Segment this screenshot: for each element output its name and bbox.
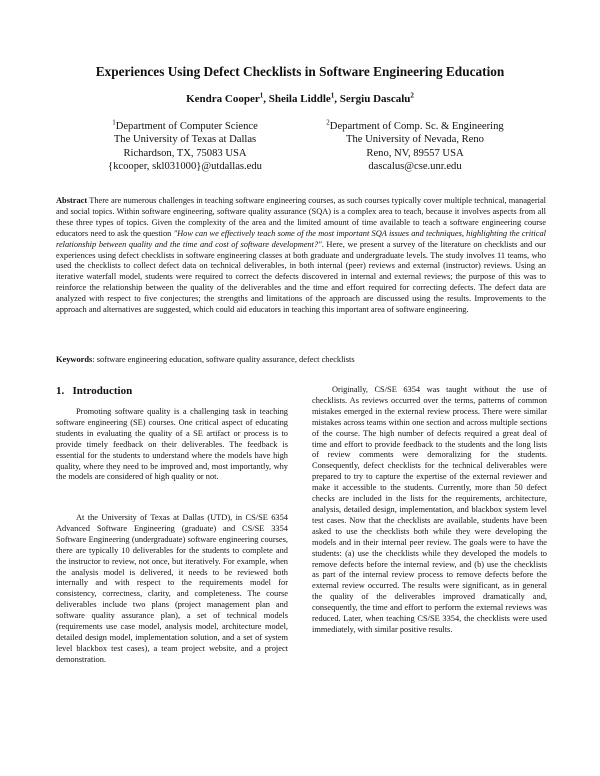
section-title: Introduction <box>72 385 133 397</box>
aff-dept: Department of Comp. Sc. & Engineering <box>329 121 504 132</box>
aff-email: {kcooper, skl031000}@utdallas.edu <box>108 161 262 173</box>
aff-city: Richardson, TX, 75083 USA <box>123 147 247 159</box>
body-paragraph: At the University of Texas at Dallas (UTD), in CS/SE 6354 Advanced Software Engineering (graduate) and CS/SE 3354 Software Engineering (undergraduate) software engineering courses, there are typically 10 deliverables for the students to complete and the instructor to review, not once, but iteratively. For example, when the analysis model is delivered, it needs to be reviewed both internally and with respect to the requirements model for consistency, correctness, clarity, and completeness. The course deliverables include two plans (project management plan and software quality assurance plan), a set of technical models (requirements use case model, analysis model, architecture model, detailed design model, implementation solution, and a set of system level blackbox test cases), a team project website, and a project demonstration. <box>56 513 288 664</box>
body-paragraph: Promoting software quality is a challenging task in teaching software engineering (SE) courses. One critical aspect of educating students in evaluating the quality of a SE artifact or process is to provide timely feedback on their deliverables. The feedback is essential for the students to understand where the models have high quality, where they need to be improved and, most importantly, why the models are considered of high quality or not. <box>56 407 288 482</box>
author-sup: 2 <box>410 91 414 100</box>
aff-sup: 1 <box>112 118 116 127</box>
aff-uni: The University of Nevada, Reno <box>346 134 484 146</box>
affiliation-2 <box>300 120 530 174</box>
left-column-para-1 <box>56 407 288 483</box>
aff-uni: The University of Texas at Dallas <box>113 134 257 146</box>
paper-title: Experiences Using Defect Checklists in Software Engineering Education <box>95 64 505 79</box>
abstract <box>56 196 546 316</box>
keywords-label: Keywords <box>56 355 93 364</box>
keywords <box>56 355 546 364</box>
abstract-text-2: . Here, we present a survey of the literature on checklists and our experiences using defect checklists in software engineering classes at both graduate and undergraduate levels. The study involves 11 teams, who used the checklists to collect defect data on technical deliverables, in both internal (peer) reviews and external (instructor) reviews. Using an iterative waterfall model, students were required to correct the defects discovered in internal and external reviews; the purpose of this was to reinforce the relationship between the quality of the deliverables and the time and effort required for correcting defects. The defect data are analyzed with respect to five conjectures; the strengths and limitations of the approach are discussed using the results. Improvements to the approach and alternatives are suggested, which could aid educators in teaching this important area of software engineering. <box>56 239 546 315</box>
aff-city: Reno, NV, 89557 USA <box>366 147 464 159</box>
left-column-para-2 <box>56 513 288 666</box>
aff-email: dascalus@cse.unr.edu <box>368 161 462 173</box>
author-sup: 1 <box>330 91 335 100</box>
affiliation-1 <box>70 120 300 174</box>
author-sep: , <box>263 93 269 105</box>
abstract-question: "How can we effectively teach some of the most important SQA issues and techniques, highlighting the critical relationship between quality and the time and cost of software development?" <box>56 228 546 249</box>
abstract-label: Abstract <box>56 196 88 205</box>
aff-dept: Department of Computer Science <box>115 121 258 132</box>
abstract-text: There are numerous challenges in teaching software engineering courses, as such courses typically cover multiple technical, managerial and social topics. Within software engineering, software quality assurance (SQA) is a complex area to teach, because it involves aspects from all these three types of topics. Given the complexity of the area and the limited amount of time available to teach a software engineering course educators need to ask the question <box>56 196 546 238</box>
right-column <box>312 385 547 636</box>
author-list <box>0 93 600 105</box>
keywords-text: : software engineering education, software quality assurance, defect checklists <box>92 355 355 364</box>
author-name: Sheila Liddle <box>268 93 331 105</box>
author-name: Sergiu Dascalu <box>339 93 411 105</box>
author-sup: 1 <box>259 91 264 100</box>
author-name: Kendra Cooper <box>186 93 260 105</box>
body-paragraph: Originally, CS/SE 6354 was taught without the use of checklists. As reviews occurred over the terms, patterns of common mistakes emerged in the external review process. There were similar mistakes across teams within one section and across multiple sections of the course. The high number of defects required a great deal of time and effort to provide feedback to the students and the long lists of review comments were demoralizing for the students. Consequently, defect checklists for the technical deliverables were prepared to try to capture the expertise of the external reviewer and make it accessible to the students. Currently, more than 50 defect checks are included in the lists for the requirements, architecture, analysis, detailed design, implementation, and blackbox system level test cases. Now that the checklists are available, students have been asked to use the checklists both while they were developing the models and in their internal peer review. The goals were to have the students: (a) use the checklists while they developed the models to remove defects before the internal review, and (b) use the checklists as part of the internal review process to remove defects before the external review occurred. The results were significant, as in general the quality of the deliverables improved dramatically and, consequently, the time and effort to perform the external reviews was reduced. Later, when teaching CS/SE 3354, the checklists were used immediately, with similar positive results. <box>312 385 547 634</box>
section-number: 1. <box>56 385 65 397</box>
author-sep: , <box>334 93 340 105</box>
section-heading <box>56 385 132 397</box>
aff-sup: 2 <box>326 118 330 127</box>
